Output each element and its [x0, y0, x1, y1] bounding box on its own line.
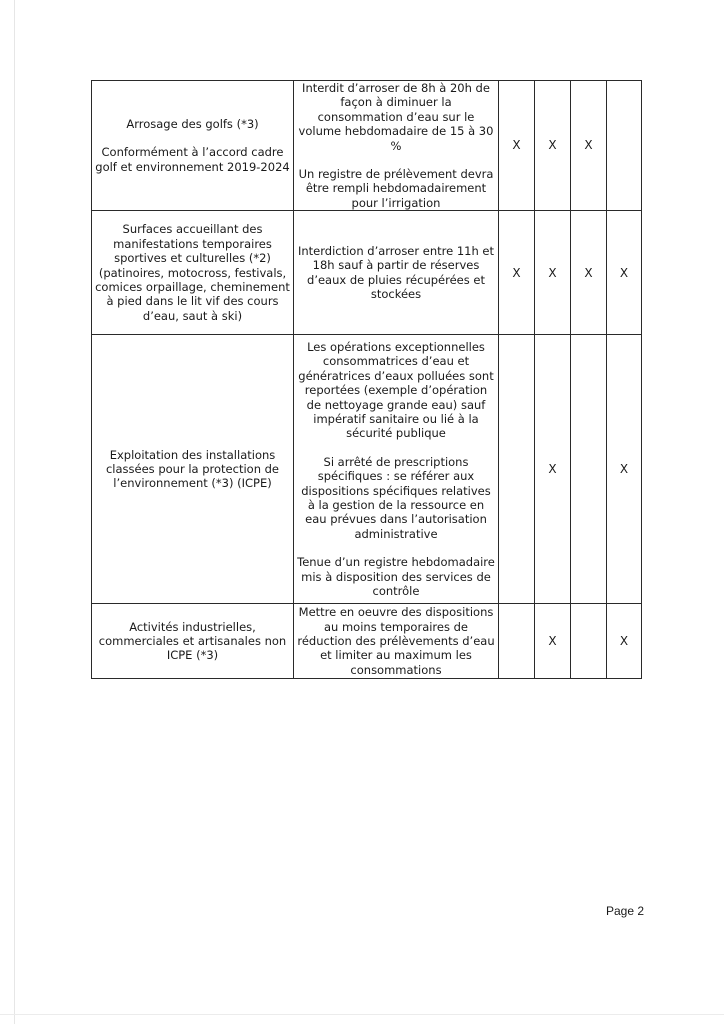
table-row: [92, 211, 642, 335]
table-row: [92, 81, 642, 211]
activity-text: Activités industrielles, commerciales et artisanales non ICPE (*3): [98, 619, 287, 663]
activity-text: Exploitation des installations classées pour la protection de l’environnement (*3) (ICPE): [105, 447, 280, 491]
mark-cell: [499, 604, 535, 679]
mark-cell: X: [535, 335, 571, 604]
mark-cell: X: [571, 81, 607, 211]
scan-edge: [14, 0, 15, 1024]
table-row: [92, 335, 642, 604]
measure-text: Interdiction d’arroser entre 11h et 18h sauf à partir de réserves d’eaux de pluies récupérées et stockées: [297, 243, 495, 302]
table-row: [92, 604, 642, 679]
measure-text: Mettre en oeuvre des dispositions au moins temporaires de réduction des prélèvements d’eau et limiter au maximum les consommations: [297, 605, 495, 677]
page-number: Page 2: [606, 904, 645, 918]
measure-text: Les opérations exceptionnelles consommatrices d’eau et génératrices d’eaux polluées sont reportées (exemple d’opération de nettoyage grande eau) sauf impératif sanitaire ou lié à la sécurité publique: [298, 340, 494, 441]
scan-edge: [0, 1014, 724, 1015]
measure-cell: [294, 211, 499, 335]
measure-cell: [294, 604, 499, 679]
activity-cell: [92, 211, 294, 335]
measure-text: Interdit d’arroser de 8h à 20h de façon à diminuer la consommation d’eau sur le volume hebdomadaire de 15 à 30 %: [298, 81, 494, 153]
mark-cell: [607, 81, 642, 211]
mark-cell: X: [607, 604, 642, 679]
activity-cell: [92, 335, 294, 604]
measure-text: Un registre de prélèvement devra être rempli hebdomadairement pour l’irrigation: [298, 167, 494, 210]
mark-cell: X: [607, 335, 642, 604]
measure-text: Si arrêté de prescriptions spécifiques : se référer aux dispositions spécifiques relatives à la gestion de la ressource en eau prévues dans l’autorisation administrative: [301, 454, 491, 541]
activity-text: Surfaces accueillant des manifestations temporaires sportives et culturelles (*2) (patinoires, motocross, festivals, comices orpaillage, cheminement à pied dans le lit vif des cours d’eau, saut à ski): [95, 222, 290, 323]
measure-cell: [294, 335, 499, 604]
activity-text: Conformément à l’accord cadre golf et environnement 2019-2024: [95, 145, 290, 174]
mark-cell: X: [607, 211, 642, 335]
mark-cell: [571, 604, 607, 679]
mark-cell: X: [535, 211, 571, 335]
mark-cell: X: [535, 81, 571, 211]
mark-cell: X: [535, 604, 571, 679]
mark-cell: [571, 335, 607, 604]
restriction-table: [91, 80, 642, 679]
activity-cell: [92, 604, 294, 679]
measure-cell: [294, 81, 499, 211]
activity-text: Arrosage des golfs (*3): [126, 117, 259, 132]
mark-cell: X: [571, 211, 607, 335]
mark-cell: [499, 335, 535, 604]
measure-text: Tenue d’un registre hebdomadaire mis à disposition des services de contrôle: [297, 555, 495, 599]
activity-cell: [92, 81, 294, 211]
mark-cell: X: [499, 211, 535, 335]
mark-cell: X: [499, 81, 535, 211]
